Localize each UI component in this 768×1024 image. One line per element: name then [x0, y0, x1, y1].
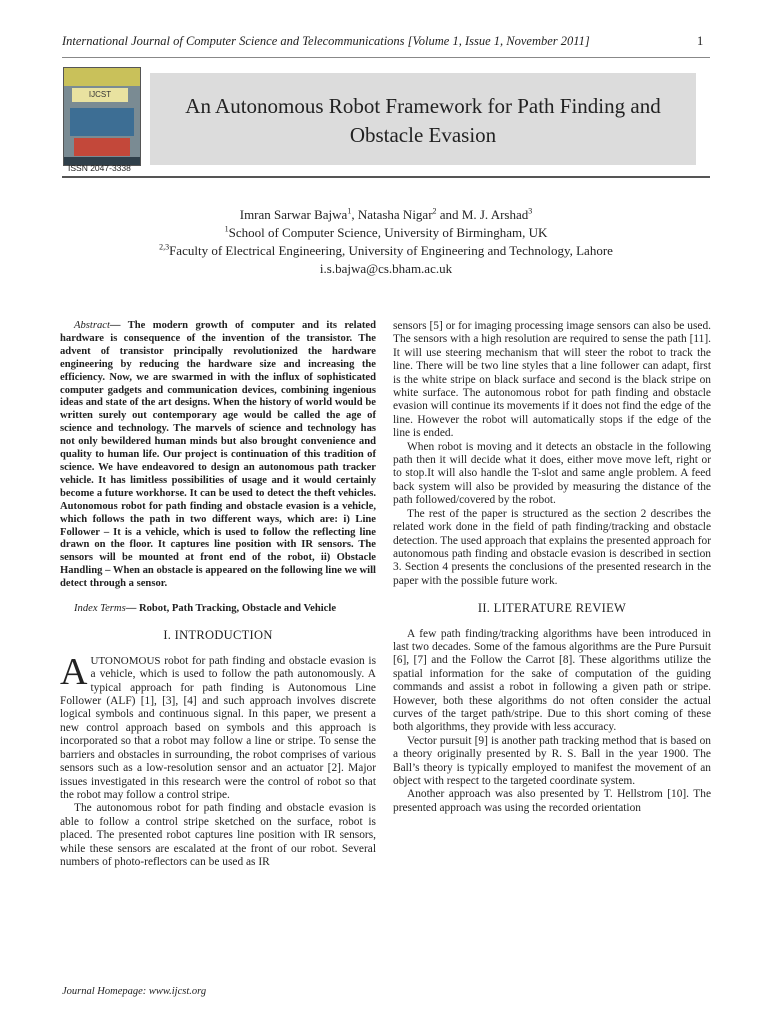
- journal-cover-image: [63, 67, 141, 166]
- section-heading-introduction: I. INTRODUCTION: [163, 628, 273, 643]
- right-paragraph-1: sensors [5] or for imaging processing image sensors can also be used. The sensors with a high resolution are required to sense the path [11]. It will use steering mechanism that will steer the robot to track the line. There will be two line styles that a line follower can adapt, first is the white stripe on black surface and second is the black stripe on white surface. The autonomous robot for path finding and obstacle evasion will continue its movements if it does not find the edge of the line. However the robot will automatically stops if the edge of the line is ended.: [393, 320, 711, 440]
- author-block: [62, 206, 710, 278]
- literature-paragraph-3: Another approach was also presented by T. Hellstrom [10]. The presented approach was using the recorded orientation: [393, 788, 711, 814]
- paper-title: An Autonomous Robot Framework for Path Finding and Obstacle Evasion: [185, 94, 661, 147]
- index-terms: Index Terms— Robot, Path Tracking, Obstacle and Vehicle: [74, 603, 337, 615]
- journal-homepage: Journal Homepage: www.ijcst.org: [62, 986, 207, 997]
- intro-paragraph-1: AUTONOMOUS robot for path finding and obstacle evasion is a vehicle, which is used to follow the path autonomously. A typical approach for path finding is Autonomous Line Follower (ALF) [1], [3], [4] and such approach involves discrete logical symbols and continuous signal. In this paper, we present a new control approach based on symbols and this approach is incorporated so that a robot may follow a line or stripe. To sense the barriers and obstacles in surrounding, the robot comprises of various sensors such as a low-resolution sensor and an actuator [2]. Major issues investigated in this research were the control of robot so that the robot may follow a control stripe.: [60, 650, 376, 801]
- running-header: International Journal of Computer Science and Telecommunications [Volume 1, Issue 1, November 2011]: [62, 34, 590, 48]
- literature-paragraph-2: Vector pursuit [9] is another path tracking method that is based on a theory originally presented by R. S. Ball in the year 1900. The Ball’s theory is typically employed to manifest the movement of an object with respect to the targeted coordinate system.: [393, 734, 711, 787]
- journal-logo: IJCST: [72, 88, 128, 102]
- section-heading-literature-review: II. LITERATURE REVIEW: [477, 601, 627, 616]
- left-column: [60, 320, 376, 869]
- right-paragraph-3: The rest of the paper is structured as the section 2 describes the related work done in the field of path finding/tracking and obstacle detection. The used approach that explains the presented approach for autonomous path finding and obstacle evasion is described in section 3. Section 4 presents the conclusions of the presented research in the paper with the possible future work.: [393, 507, 711, 587]
- affiliation-2: $^{2,3}$Faculty of Electrical Engineering, University of Engineering and Technology, Lahore: [159, 242, 613, 258]
- right-paragraph-2: When robot is moving and it detects an obstacle in the following path then it will decide what it does, either move move left, right or to stop.It will also handle the T-slot and same angle problem. A feed back system will also be provided by measuring the distance of the path followed/covered by the robot.: [393, 440, 711, 507]
- header-rule: [62, 57, 710, 58]
- homepage-link[interactable]: www.ijcst.org: [148, 986, 207, 997]
- affiliation-1: $^1$School of Computer Science, University of Birmingham, UK: [224, 224, 548, 240]
- author-names: Imran Sarwar Bajwa$^1$, Natasha Nigar$^2$ and M. J. Arshad$^3$: [239, 206, 533, 222]
- issn: ISSN 2047-3338: [68, 163, 131, 173]
- intro-paragraph-2: The autonomous robot for path finding and obstacle evasion is able to follow a control stripe sketched on the surface, robot is placed. The presented robot captures line position with IR sensors, while these sensors are escalated at the front of our robot. Several numbers of photo-reflectors can be used as IR: [60, 802, 376, 868]
- abstract: Abstract— The modern growth of computer and its related hardware is consequence of the invention of the transistor. The advent of transistor principally revolutionized the hardware engineering by reducing the hardware size and increasing the efficiency. Now, we are swarmed in with the influx of sophisticated computer gadgets and communication devices, combining ingenious ideas and state of the art designs. When the history of world would be written surely out contemporary age would be called the age of science and technology. The marvels of science and technology has not only bewildered human minds but also brought convenience and quality to human life. Our project is continuation of this tradition of science. We have endeavored to design an autonomous path tracker vehicle. It has limitless possibilities of usage and it would certainly become a future workhorse. It can be used to detect the theft vehicles. Autonomous robot for path finding and obstacle evasion is a vehicle, which follows the path in two different ways, which are: i) Line Follower – It is a vehicle, which is used to follow the reflecting line drawn on the floor. It captures line position with IR sensors. The sensors will be mounted at front end of the robot, ii) Obstacle Handling – When an obstacle is appeared on the following line we will detect through a sensor.: [60, 320, 376, 590]
- title-rule: [62, 176, 710, 178]
- drop-cap: A: [60, 650, 88, 693]
- page-number: 1: [697, 34, 704, 48]
- author-email: i.s.bajwa@cs.bham.ac.uk: [319, 261, 453, 276]
- literature-paragraph-1: A few path finding/tracking algorithms have been introduced in last two decades. Some of the famous algorithms are the Pure Pursuit [6], [7] and the Follow the Carrot [8]. These algorithms utilize the spatial information for the sake of computation of the guiding commands and assist a robot in following a given path or stripe. However, both these algorithms do not often consider the actual curves of the target path/stripe. Due to this short coming of these both algorithms, they provide with less accuracy.: [393, 627, 711, 734]
- right-column: [393, 320, 711, 815]
